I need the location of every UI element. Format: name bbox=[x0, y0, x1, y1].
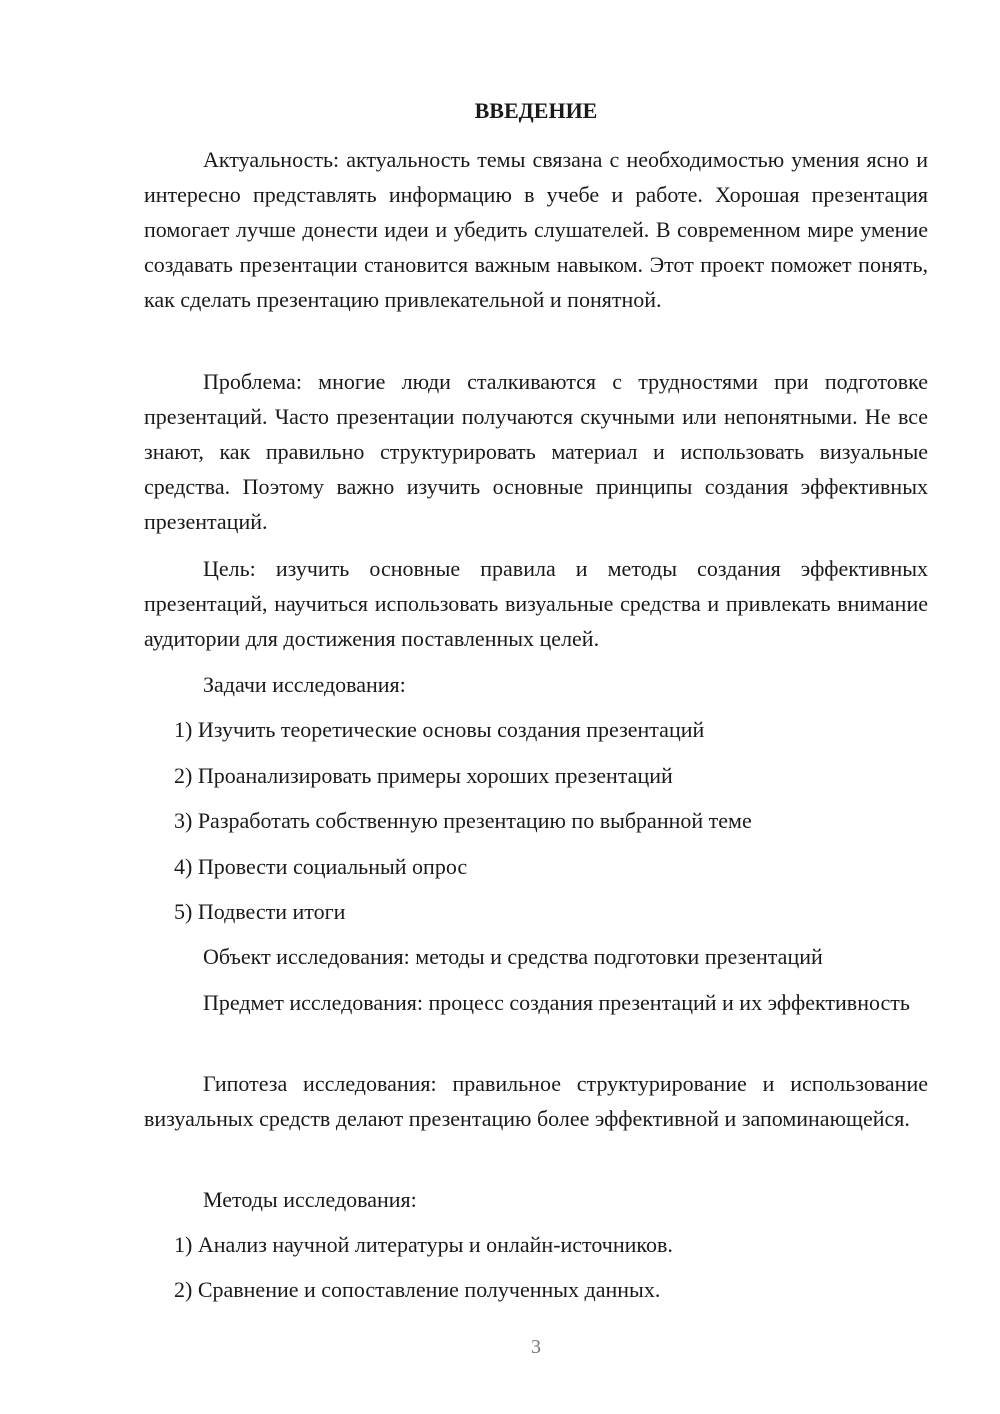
hypothesis-paragraph: Гипотеза исследования: правильное структурирование и использование визуальных средств делают презентацию более эффективной и запоминающейся. bbox=[144, 1071, 928, 1131]
task-item: 3) Разработать собственную презентацию по выбранной теме bbox=[174, 808, 752, 833]
methods-heading: Методы исследования: bbox=[203, 1187, 417, 1212]
goal-paragraph: Цель: изучить основные правила и методы создания эффективных презентаций, научиться использовать визуальные средства и привлекать внимание аудитории для достижения поставленных целей. bbox=[144, 556, 928, 651]
problem-paragraph: Проблема: многие люди сталкиваются с трудностями при подготовке презентаций. Часто презентации получаются скучными или непонятными. Не все знают, как правильно структурировать материал и использовать визуальные средства. Поэтому важно изучить основные принципы создания эффективных презентаций. bbox=[144, 369, 928, 534]
subject-paragraph: Предмет исследования: процесс создания презентаций и их эффективность bbox=[203, 990, 910, 1015]
tasks-heading: Задачи исследования: bbox=[203, 672, 406, 697]
relevance-paragraph: Актуальность: актуальность темы связана с необходимостью умения ясно и интересно представлять информацию в учебе и работе. Хорошая презентация помогает лучше донести идеи и убедить слушателей. В современном мире умение создавать презентации становится важным навыком. Этот проект поможет понять, как сделать презентацию привлекательной и понятной. bbox=[144, 147, 928, 312]
page-number: 3 bbox=[531, 1336, 541, 1358]
task-item: 2) Проанализировать примеры хороших презентаций bbox=[174, 763, 673, 788]
document-title: ВВЕДЕНИЕ bbox=[474, 98, 598, 123]
object-paragraph: Объект исследования: методы и средства подготовки презентаций bbox=[203, 944, 823, 969]
task-item: 5) Подвести итоги bbox=[174, 899, 346, 924]
task-item: 4) Провести социальный опрос bbox=[174, 854, 468, 879]
document-page bbox=[144, 0, 928, 1414]
method-item: 2) Сравнение и сопоставление полученных данных. bbox=[174, 1277, 661, 1302]
task-item: 1) Изучить теоретические основы создания презентаций bbox=[174, 717, 705, 742]
method-item: 1) Анализ научной литературы и онлайн-источников. bbox=[174, 1232, 673, 1257]
